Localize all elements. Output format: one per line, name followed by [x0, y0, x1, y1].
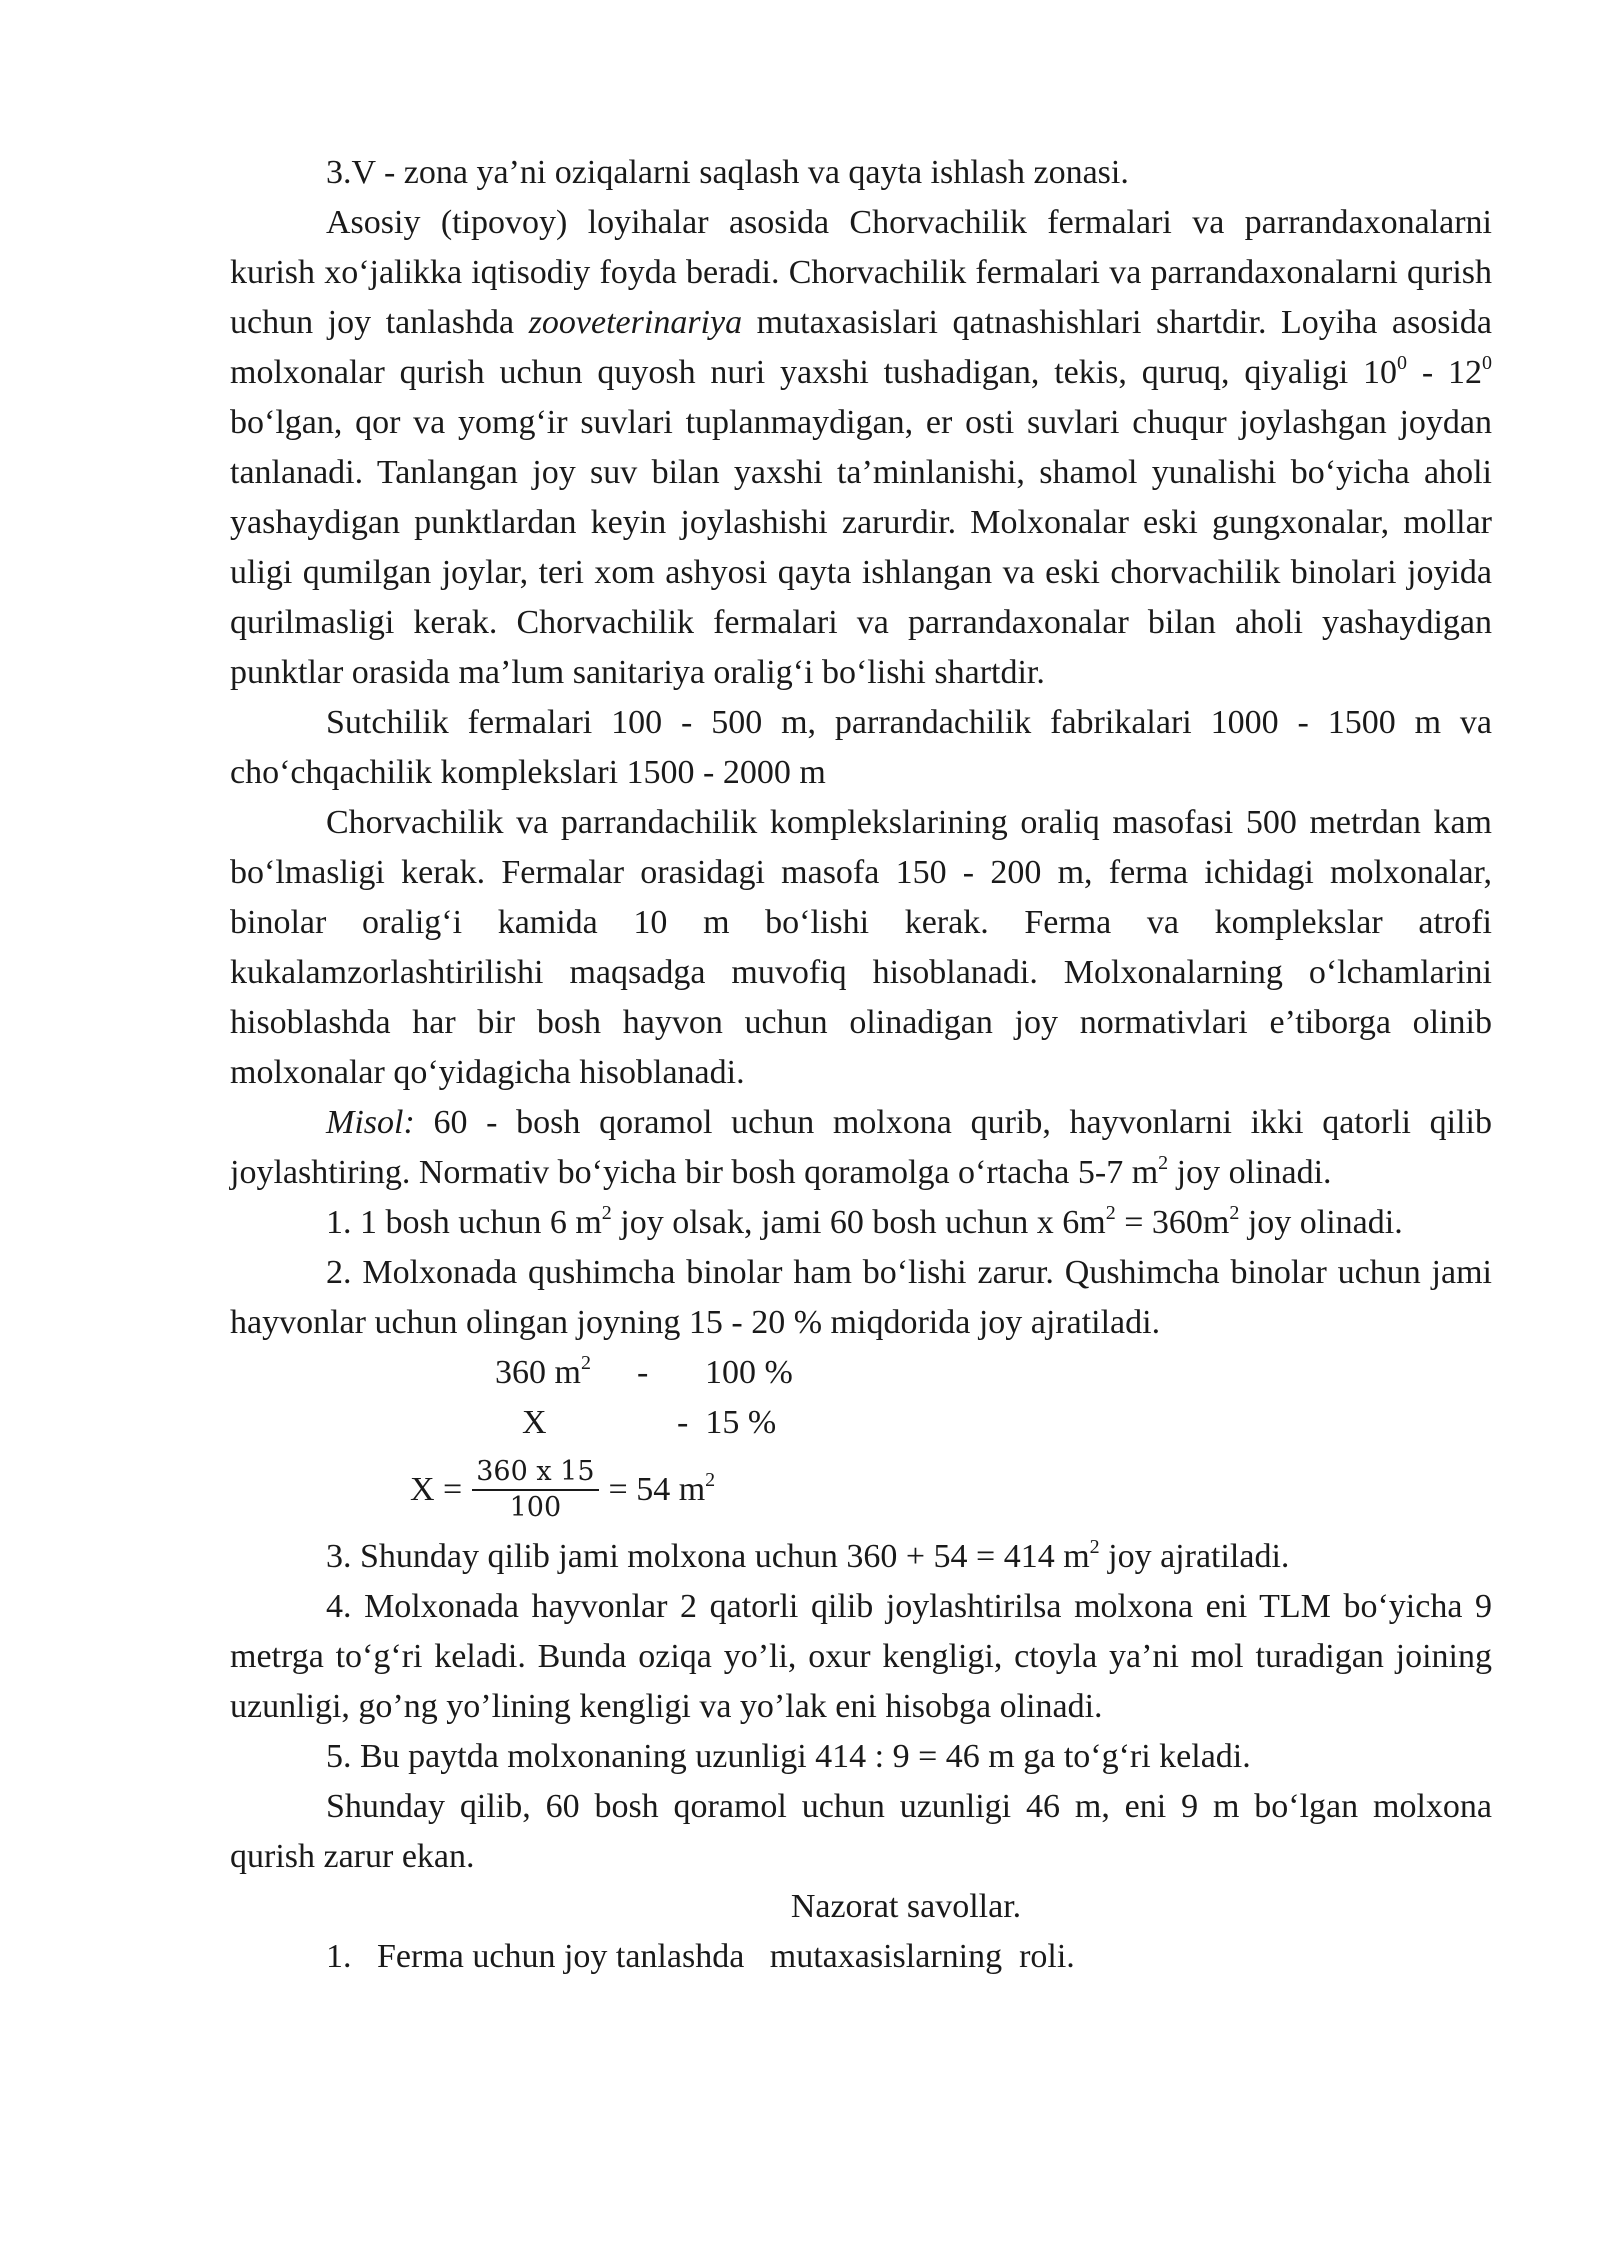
fraction-rhs: = 54 $m^2$ — [608, 1469, 716, 1508]
fraction-denominator: 100 — [509, 1492, 562, 1523]
paragraph-example: Misol: 60 - bosh qoramol uchun molxona qurib, hayvonlarni ikki qatorli qilib joylashtiring. Normativ bo‘yicha bir bosh qoramolga o‘rtacha 5-7 $m^2$ joy olinadi. — [230, 1104, 1492, 1191]
italic-term: zooveterinariya — [528, 304, 743, 341]
document-page — [230, 148, 1492, 1982]
paragraph-site-selection: Asosiy (tipovoy) loyihalar asosida Chorvachilik fermalari va parrandaxonalarni kurish xo‘jalikka iqtisodiy foyda beradi. Chorvachilik fermalari va parrandaxonalarni qurish uchun joy tanlashda zooveterinariya mutaxasislari qatnashishlari shartdir. Loyiha asosida molxonalar qurish uchun quyosh nuri yaxshi tushadigan, tekis, quruq, qiyaligi $10^0 - 12^0$ bo‘lgan, qor va yomg‘ir suvlari tuplanmaydigan, er osti suvlari chuqur joylashgan joydan tanlanadi. Tanlangan joy suv bilan yaxshi ta’minlanishi, shamol yunalishi bo‘yicha aholi yashaydigan punktlardan keyin joylashishi zarurdir. Molxonalar eski gungxonalar, mollar uligi qumilgan joylar, teri xom ashyosi qayta ishlangan va eski chorvachilik binolari joyida qurilmasligi kerak. Chorvachilik fermalari va parrandaxonalar bilan aholi yashaydigan punktlar orasida ma’lum sanitariya oralig‘i bo‘lishi shartdir. — [230, 204, 1493, 691]
step-3: 3. Shunday qilib jami molxona uchun 360 + 54 = 414 $m^2$ joy ajratiladi. — [326, 1536, 1290, 1575]
questions-title: Nazorat savollar. — [790, 1888, 1022, 1925]
step-5: 5. Bu paytda molxonaning uzunligi 414 : 9 = 46 m ga to‘g‘ri keladi. — [326, 1738, 1251, 1775]
zone-line: 3.V - zona ya’ni oziqalarni saqlash va qayta ishlash zonasi. — [326, 154, 1129, 191]
fraction-numerator: 360 x 15 — [472, 1455, 598, 1491]
step-1: 1. 1 bosh uchun 6 $m^2$ joy olsak, jami 60 bosh uchun x $6m^2 = 360m^2$ joy olinadi. — [326, 1202, 1403, 1241]
fraction-lhs: X = — [410, 1471, 463, 1508]
proportion-row-2: X - 15 % — [522, 1404, 777, 1441]
conclusion: Shunday qilib, 60 bosh qoramol uchun uzunligi 46 m, eni 9 m bo‘lgan molxona qurish zarur ekan. — [230, 1788, 1492, 1875]
paragraph-distances: Sutchilik fermalari 100 - 500 m, parrandachilik fabrikalari 1000 - 1500 m va cho‘chqachilik komplekslari 1500 - 2000 m — [230, 704, 1492, 791]
step-2: 2. Molxonada qushimcha binolar ham bo‘lishi zarur. Qushimcha binolar uchun jami hayvonlar uchun olingan joyning 15 - 20 % miqdorida joy ajratiladi. — [230, 1254, 1492, 1341]
paragraph-complexes: Chorvachilik va parrandachilik komplekslarining oraliq masofasi 500 metrdan kam bo‘lmasligi kerak. Fermalar orasidagi masofa 150 - 200 m, ferma ichidagi molxonalar, binolar oralig‘i kamida 10 m bo‘lishi kerak. Ferma va komplekslar atrofi kukalamzorlashtirilishi maqsadga muvofiq hisoblanadi. Molxonalarning o‘lchamlarini hisoblashda har bir bosh hayvon uchun olinadigan joy normativlari e’tiborga olinib molxonalar qo‘yidagicha hisoblanadi. — [230, 804, 1492, 1091]
step-4: 4. Molxonada hayvonlar 2 qatorli qilib joylashtirilsa molxona eni TLM bo‘yicha 9 metrga to‘g‘ri keladi. Bunda oziqa yo’li, oxur kengligi, ctoyla ya’ni mol turadigan joining uzunligi, go’ng yo’lining kengligi va yo’lak eni hisobga olinadi. — [230, 1588, 1492, 1725]
question-1: 1. Ferma uchun joy tanlashda mutaxasislarning roli. — [326, 1938, 1075, 1975]
example-label: Misol: — [326, 1104, 415, 1141]
proportion-row-1: 360 $m^2$ - 100 % — [495, 1352, 793, 1391]
fraction-formula — [410, 1448, 1492, 1532]
fraction — [472, 1455, 598, 1525]
